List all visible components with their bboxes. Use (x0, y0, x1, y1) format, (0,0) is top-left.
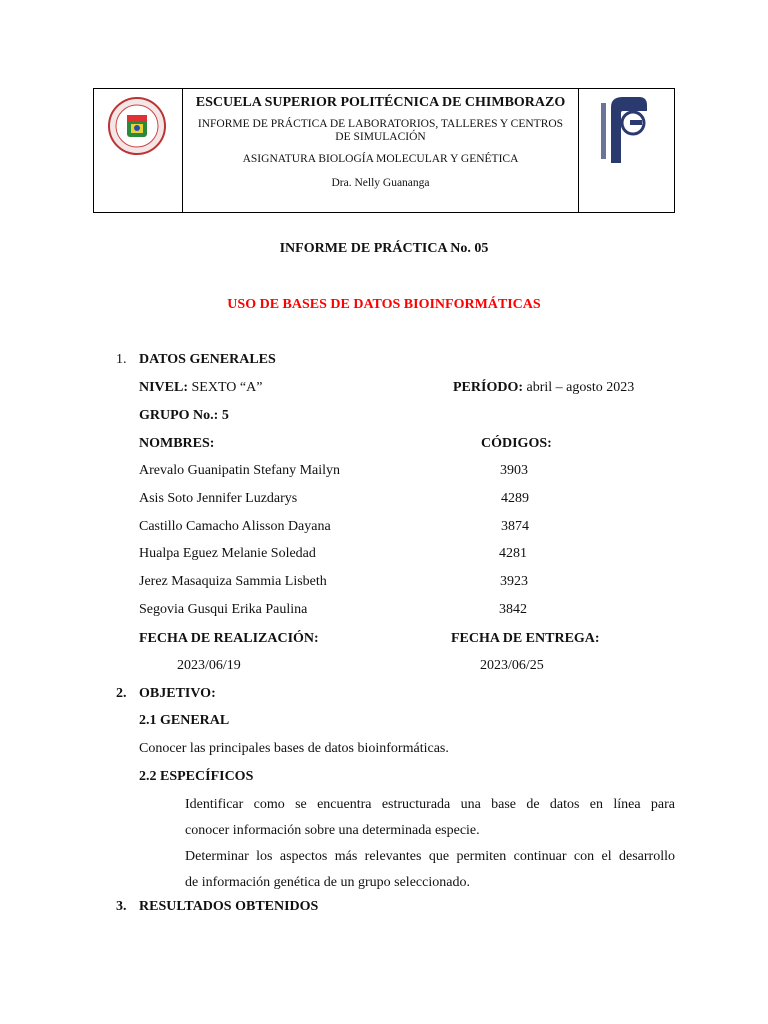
specific-objective-2-line-2: de información genética de un grupo seleccionado. (185, 875, 470, 890)
section-3-number: 3. (116, 899, 127, 914)
fecha-realizacion-value: 2023/06/19 (177, 658, 241, 673)
student-name: Segovia Gusqui Erika Paulina (139, 602, 308, 617)
nivel-value: SEXTO “A” (188, 380, 263, 395)
report-type (183, 118, 578, 144)
institution-name: ESCUELA SUPERIOR POLITÉCNICA DE CHIMBORAZO (195, 95, 566, 110)
section-3-title: RESULTADOS OBTENIDOS (139, 899, 319, 914)
student-name: Asis Soto Jennifer Luzdarys (139, 491, 298, 506)
header-table (93, 88, 675, 213)
student-code: 3923 (500, 574, 528, 589)
section-2-title: OBJETIVO: (139, 686, 216, 701)
periodo-value: abril – agosto 2023 (523, 380, 635, 395)
report-topic: USO DE BASES DE DATOS BIOINFORMÁTICAS (227, 297, 541, 312)
report-type-line-2: DE SIMULACIÓN (335, 131, 426, 143)
report-title: INFORME DE PRÁCTICA No. 05 (279, 241, 489, 256)
report-type-line-1: INFORME DE PRÁCTICA DE LABORATORIOS, TALLERES Y CENTROS (197, 118, 564, 130)
fecha-entrega-label: FECHA DE ENTREGA: (451, 631, 600, 646)
nivel-label: NIVEL: (139, 380, 189, 395)
student-code: 3842 (499, 602, 527, 617)
specific-objective-2-line-1: Determinar los aspectos más relevantes que permiten continuar con el desarrollo (185, 849, 675, 864)
teacher-name: Dra. Nelly Guananga (331, 177, 430, 189)
section-1-title: DATOS GENERALES (139, 352, 276, 367)
especificos-title: 2.2 ESPECÍFICOS (139, 769, 254, 784)
fecha-entrega-value: 2023/06/25 (480, 658, 544, 673)
header-logo-cell-left (94, 89, 183, 212)
periodo-line (453, 380, 634, 396)
student-code: 4289 (501, 491, 529, 506)
fecha-realizacion-label: FECHA DE REALIZACIÓN: (139, 631, 319, 646)
periodo-label: PERÍODO: (453, 380, 523, 395)
codigos-header: CÓDIGOS: (481, 436, 552, 451)
general-title: 2.1 GENERAL (139, 713, 230, 728)
student-code: 4281 (499, 546, 527, 561)
section-1-number: 1. (116, 352, 127, 367)
section-2-number: 2. (116, 686, 127, 701)
student-code: 3874 (501, 519, 529, 534)
student-name: Hualpa Eguez Melanie Soledad (139, 546, 316, 561)
specific-objective-1-line-1: Identificar como se encuentra estructurada una base de datos en línea para (185, 797, 675, 812)
grupo-label: GRUPO No.: 5 (139, 408, 229, 423)
faculty-logo (597, 93, 649, 165)
student-name: Arevalo Guanipatin Stefany Mailyn (139, 463, 341, 478)
student-code: 3903 (500, 463, 528, 478)
nivel-line (139, 380, 262, 396)
nombres-header: NOMBRES: (139, 436, 215, 451)
subject-name: ASIGNATURA BIOLOGÍA MOLECULAR Y GENÉTICA (242, 153, 519, 165)
specific-objectives (185, 792, 675, 896)
student-name: Jerez Masaquiza Sammia Lisbeth (139, 574, 327, 589)
general-text: Conocer las principales bases de datos bioinformáticas. (139, 741, 449, 756)
specific-objective-1-line-2: conocer información sobre una determinada especie. (185, 823, 480, 838)
espoch-seal-logo (107, 96, 167, 156)
student-name: Castillo Camacho Alisson Dayana (139, 519, 331, 534)
header-text-cell (183, 89, 578, 212)
header-logo-cell-right (578, 89, 674, 212)
